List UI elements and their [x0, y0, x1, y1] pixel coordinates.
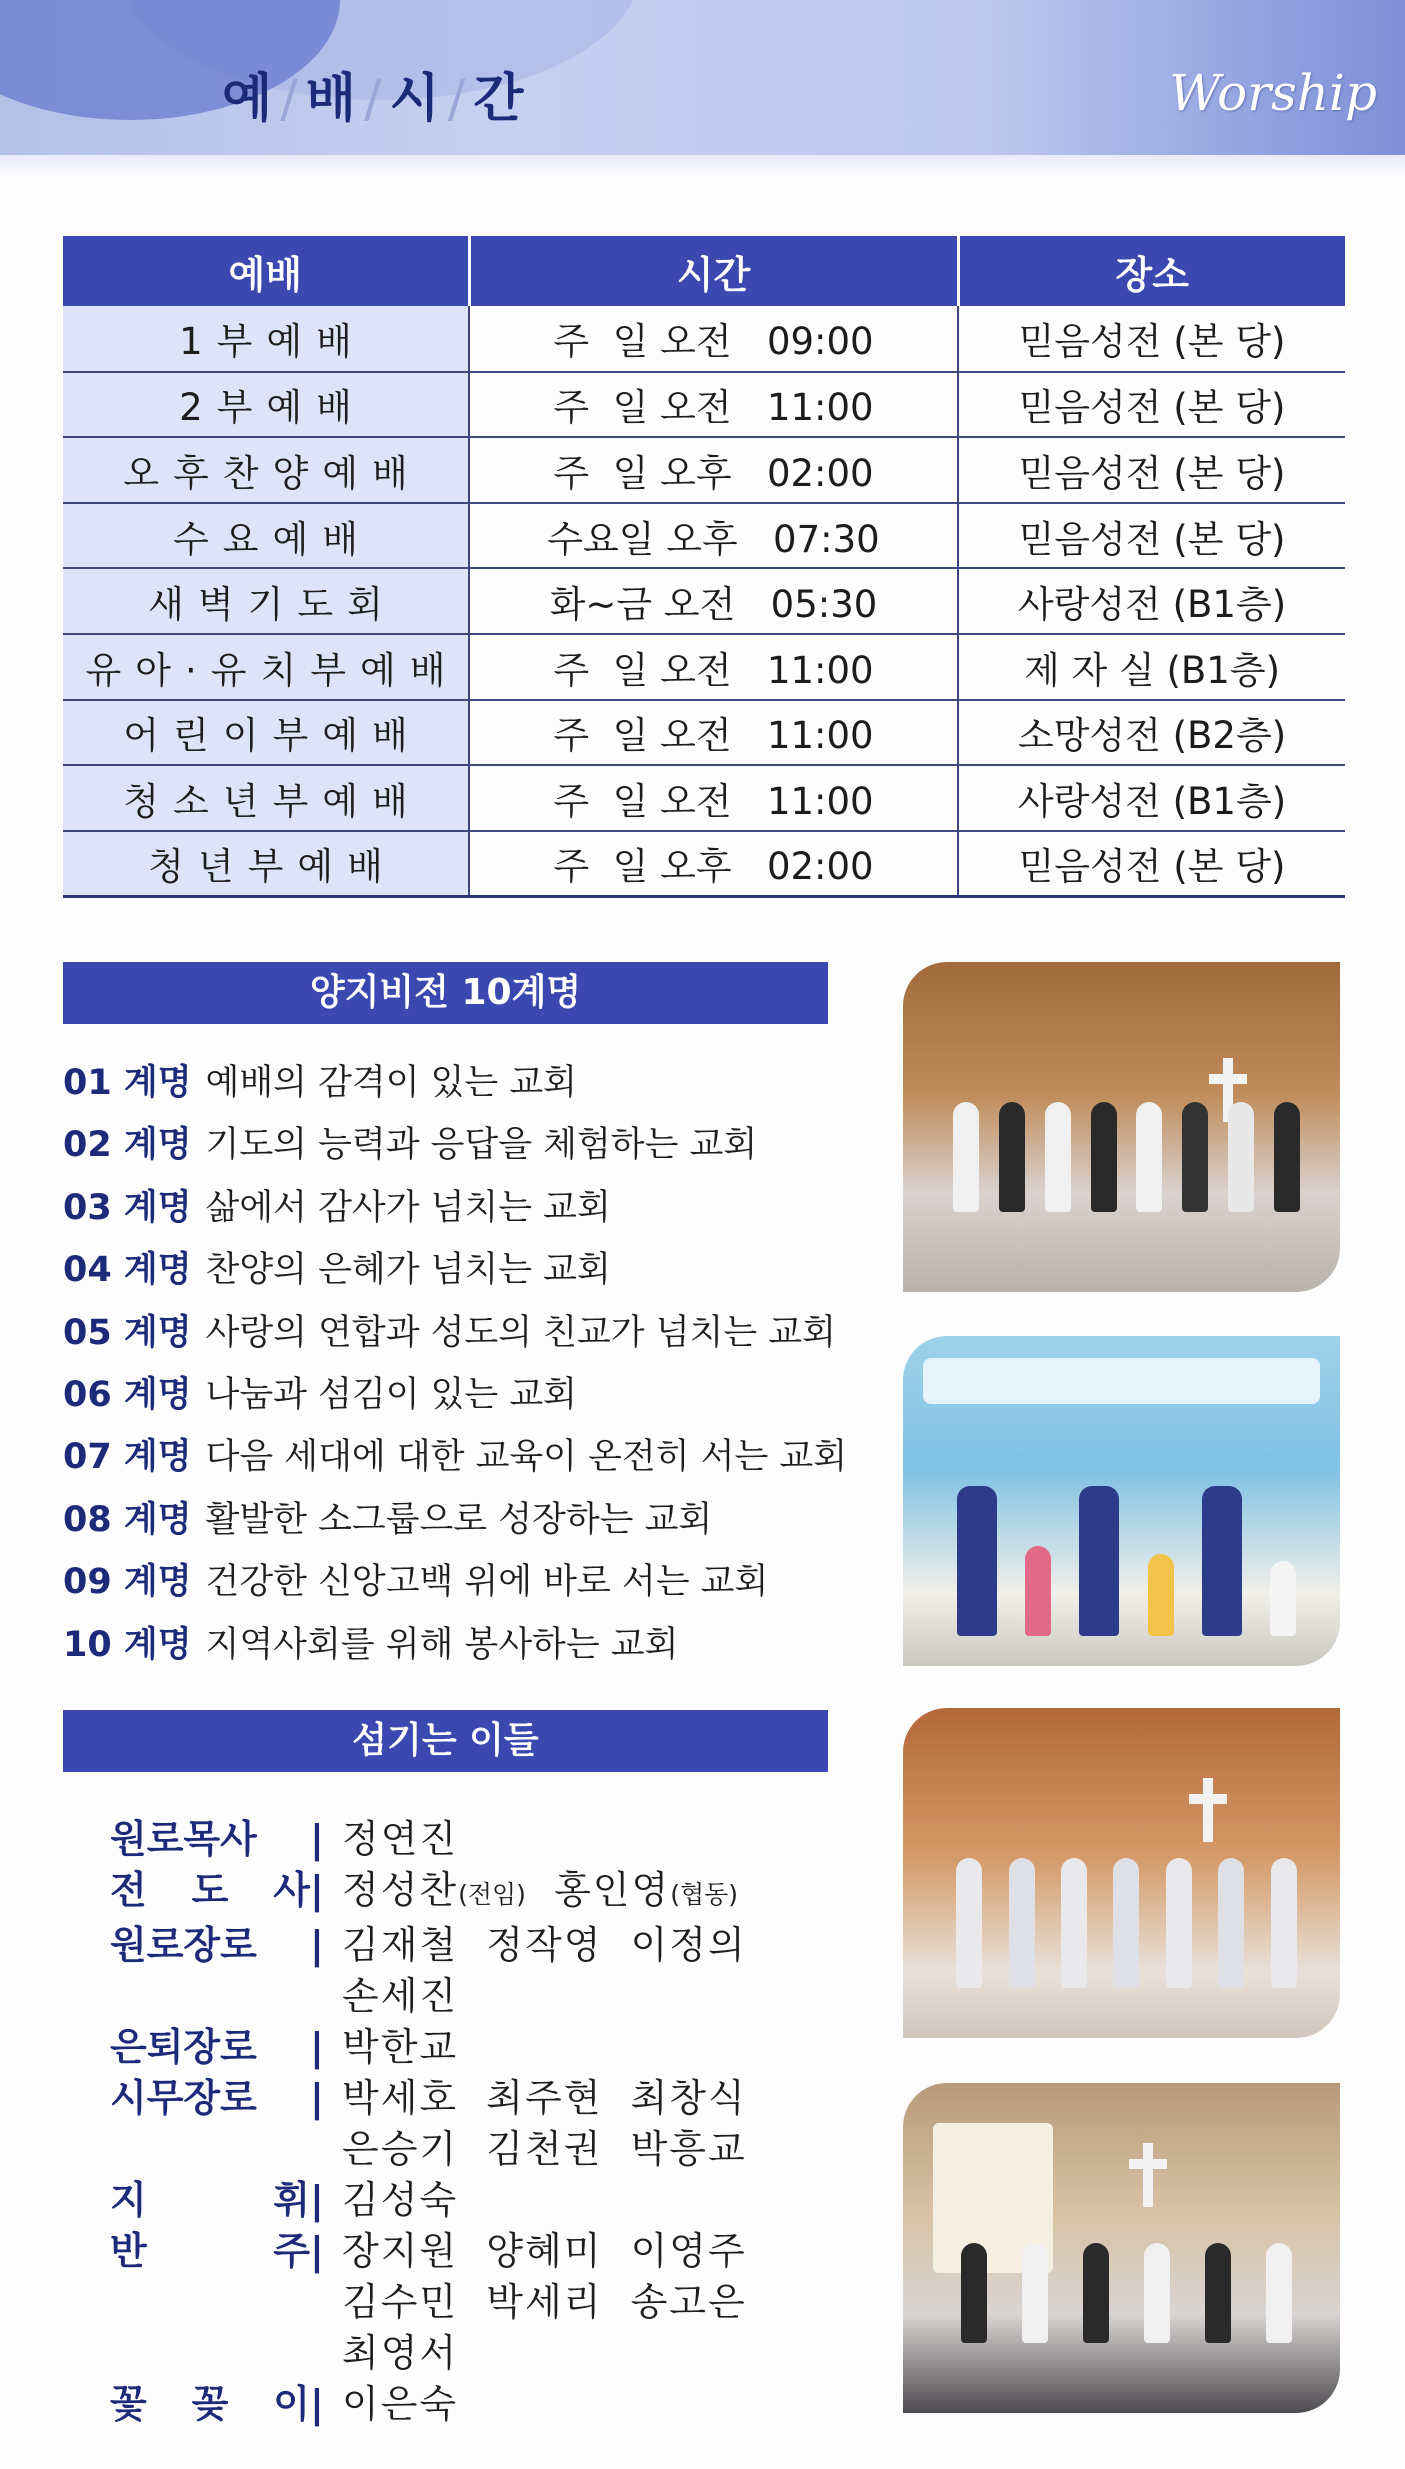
- table-row: [63, 831, 1345, 897]
- commandment-number: 03 계명: [63, 1187, 192, 1228]
- table-row: [63, 306, 1345, 372]
- photo-banner: [923, 1358, 1320, 1404]
- photo-choir-robes: [903, 1708, 1340, 2038]
- staff-role: 원로장로: [110, 1923, 257, 1967]
- list-item: [63, 1617, 847, 1679]
- staff-role: 전 도 사: [110, 1868, 310, 1912]
- staff-name: (협동): [670, 1880, 739, 1909]
- staff-separator: |: [310, 1923, 324, 1967]
- staff-separator: |: [310, 2229, 324, 2273]
- service-name-cell: 오후찬양예배: [63, 437, 469, 503]
- staff-names: [342, 1814, 458, 1865]
- staff-row: [110, 2022, 747, 2073]
- staff-name-line: 김성숙: [342, 2178, 459, 2222]
- staff-row: [110, 2175, 747, 2226]
- table-row: [63, 765, 1345, 831]
- service-place-cell: 믿음성전 (본 당): [958, 306, 1345, 372]
- staff-role: 시무장로: [110, 2076, 257, 2120]
- staff-name-line: 김수민 박세리 송고은: [342, 2280, 747, 2324]
- staff-separator: |: [310, 2382, 324, 2426]
- service-time-cell: 주 일 오후 02:00: [469, 831, 958, 897]
- list-item: [63, 1055, 847, 1117]
- list-item: [63, 1429, 847, 1491]
- staff-row: [110, 1920, 747, 2022]
- staff-row: [110, 1814, 747, 1865]
- table-body: [63, 306, 1345, 896]
- commandment-text: 예배의 감격이 있는 교회: [205, 1063, 577, 1103]
- service-time-cell: 주 일 오전 09:00: [469, 306, 958, 372]
- staff-name-line: 이은숙: [342, 2382, 459, 2426]
- column-header-service: 예배: [63, 236, 469, 306]
- table-row: [63, 634, 1345, 700]
- table-row: [63, 700, 1345, 766]
- service-name-cell: 유아·유치부예배: [63, 634, 469, 700]
- column-header-place: 장소: [958, 236, 1345, 306]
- list-item: [63, 1180, 847, 1242]
- service-name-cell: 수요예배: [63, 503, 469, 569]
- commandment-number: 07 계명: [63, 1437, 192, 1478]
- staff-name-line: 최영서: [342, 2331, 459, 2375]
- title-char: 시: [389, 69, 444, 129]
- staff-role: 반 주: [110, 2229, 310, 2273]
- commandment-number: 08 계명: [63, 1499, 192, 1540]
- commandment-number: 01 계명: [63, 1063, 192, 1103]
- service-place-cell: 믿음성전 (본 당): [958, 831, 1345, 897]
- commandment-text: 활발한 소그룹으로 성장하는 교회: [205, 1499, 713, 1540]
- commandment-number: 02 계명: [63, 1125, 192, 1166]
- service-name-cell: 2부예배: [63, 372, 469, 438]
- staff-name: 정성찬: [342, 1868, 459, 1912]
- service-place-cell: 제 자 실 (B1층): [958, 634, 1345, 700]
- staff-name-line: 김재철 정작영 이정의: [342, 1923, 747, 1967]
- commandment-text: 건강한 신앙고백 위에 바로 서는 교회: [205, 1562, 769, 1603]
- service-place-cell: 소망성전 (B2층): [958, 700, 1345, 766]
- staff-separator: |: [310, 2076, 324, 2120]
- staff-name-line: 박세호 최주현 최창식: [342, 2076, 747, 2120]
- commandment-text: 나눔과 섬김이 있는 교회: [205, 1374, 577, 1415]
- service-place-cell: 믿음성전 (본 당): [958, 372, 1345, 438]
- column-header-time: 시간: [469, 236, 958, 306]
- staff-separator: |: [310, 2025, 324, 2069]
- photo-people: [943, 2243, 1310, 2343]
- commandment-text: 찬양의 은혜가 넘치는 교회: [205, 1250, 611, 1291]
- service-name-cell: 어린이부예배: [63, 700, 469, 766]
- commandment-text: 다음 세대에 대한 교육이 온전히 서는 교회: [205, 1437, 848, 1478]
- list-item: [63, 1367, 847, 1429]
- staff-name-line: 장지원 양혜미 이영주: [342, 2229, 747, 2273]
- staff-row: [110, 2073, 747, 2175]
- list-item: [63, 1492, 847, 1554]
- service-name-cell: 청소년부예배: [63, 765, 469, 831]
- staff-role: 꽃 꽂 이: [110, 2382, 310, 2426]
- service-place-cell: 사랑성전 (B1층): [958, 765, 1345, 831]
- staff-names: [342, 2379, 458, 2430]
- title-char: 예: [222, 69, 277, 129]
- photo-praise-festival: [903, 2083, 1340, 2413]
- staff-role: 지 휘: [110, 2178, 310, 2222]
- staff-names: [342, 1865, 738, 1920]
- cross-icon: [1143, 2143, 1153, 2207]
- service-time-cell: 화~금 오전 05:30: [469, 568, 958, 634]
- staff-row: [110, 1865, 747, 1920]
- table-header-row: [63, 236, 1345, 306]
- cross-icon: [1203, 1778, 1213, 1842]
- vision-list: [63, 1055, 847, 1679]
- header-shadow: [0, 155, 1405, 175]
- staff-section-title: 섬기는 이들: [63, 1710, 828, 1772]
- service-name-cell: 청년부예배: [63, 831, 469, 897]
- service-place-cell: 믿음성전 (본 당): [958, 503, 1345, 569]
- commandment-text: 사랑의 연합과 성도의 친교가 넘치는 교회: [205, 1312, 836, 1353]
- staff-names: [342, 1920, 747, 2022]
- commandment-text: 기도의 능력과 응답을 체험하는 교회: [205, 1125, 758, 1166]
- service-time-cell: 수요일 오후 07:30: [469, 503, 958, 569]
- photo-choir-sanctuary: [903, 962, 1340, 1292]
- service-time-cell: 주 일 오전 11:00: [469, 700, 958, 766]
- service-time-cell: 주 일 오전 11:00: [469, 765, 958, 831]
- staff-name-line: 박한교: [342, 2025, 459, 2069]
- staff-separator: |: [310, 1868, 324, 1912]
- commandment-number: 04 계명: [63, 1250, 192, 1291]
- staff-row: [110, 2226, 747, 2379]
- commandment-number: 06 계명: [63, 1374, 192, 1415]
- commandment-number: 10 계명: [63, 1624, 192, 1665]
- staff-name: 홍인영: [525, 1868, 671, 1912]
- photo-people: [943, 1486, 1310, 1636]
- commandment-text: 삶에서 감사가 넘치는 교회: [205, 1187, 611, 1228]
- staff-names: [342, 2022, 458, 2073]
- staff-name-line: 정연진: [342, 1817, 459, 1861]
- worship-schedule-table: [63, 236, 1345, 898]
- table-row: [63, 568, 1345, 634]
- staff-row: [110, 2379, 747, 2430]
- vision-section-title: 양지비전 10계명: [63, 962, 828, 1024]
- staff-list: [110, 1814, 747, 2430]
- page-header: [0, 0, 1405, 155]
- title-char: 간: [473, 69, 528, 129]
- photo-people: [943, 1102, 1310, 1212]
- staff-role: 원로목사: [110, 1817, 257, 1861]
- staff-names: [342, 2175, 458, 2226]
- service-time-cell: 주 일 오전 11:00: [469, 634, 958, 700]
- service-place-cell: 믿음성전 (본 당): [958, 437, 1345, 503]
- list-item: [63, 1117, 847, 1179]
- staff-separator: |: [310, 2178, 324, 2222]
- worship-label: Worship: [1169, 64, 1377, 122]
- service-name-cell: 1부예배: [63, 306, 469, 372]
- staff-name-line: 손세진: [342, 1974, 459, 2018]
- staff-role: 은퇴장로: [110, 2025, 257, 2069]
- table-row: [63, 503, 1345, 569]
- photo-vbs-children: [903, 1336, 1340, 1666]
- staff-names: [342, 2226, 747, 2379]
- staff-name-line: 은승기 김천권 박흥교: [342, 2127, 747, 2171]
- commandment-number: 09 계명: [63, 1562, 192, 1603]
- list-item: [63, 1554, 847, 1616]
- service-time-cell: 주 일 오전 11:00: [469, 372, 958, 438]
- list-item: [63, 1242, 847, 1304]
- photo-people: [943, 1858, 1310, 1988]
- service-place-cell: 사랑성전 (B1층): [958, 568, 1345, 634]
- list-item: [63, 1305, 847, 1367]
- staff-separator: |: [310, 1817, 324, 1861]
- commandment-text: 지역사회를 위해 봉사하는 교회: [205, 1624, 679, 1665]
- commandment-number: 05 계명: [63, 1312, 192, 1353]
- service-name-cell: 새벽기도회: [63, 568, 469, 634]
- page-title: 예/배/시/간: [222, 69, 528, 129]
- staff-name: (전임): [458, 1880, 526, 1909]
- service-time-cell: 주 일 오후 02:00: [469, 437, 958, 503]
- table-row: [63, 372, 1345, 438]
- staff-names: [342, 2073, 747, 2175]
- table-row: [63, 437, 1345, 503]
- title-char: 배: [305, 69, 360, 129]
